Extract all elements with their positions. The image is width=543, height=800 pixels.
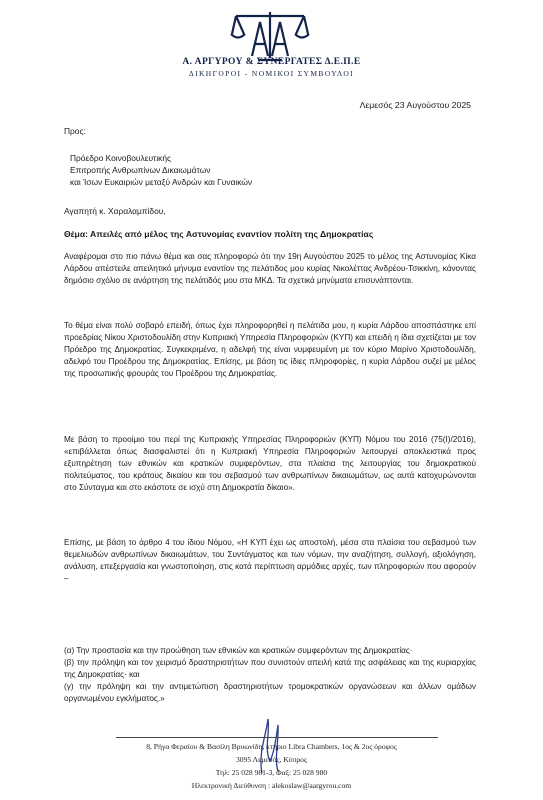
recipient-line: και Ίσων Ευκαιριών μεταξύ Ανδρών και Γυναικών [70,177,253,187]
footer-phone: Τηλ: 25 028 981-3, Φαξ: 25 028 980 [215,768,328,777]
greeting: Αγαπητή κ. Χαραλαμπίδου, [64,206,166,216]
recipient-block [70,152,252,188]
footer-email[interactable]: Ηλεκτρονική Διεύθυνση : alekoslaw@aargyrou.com [191,781,352,790]
subject-line: Θέμα: Απειλές από μέλος της Αστυνομίας εναντίον πολίτη της Δημοκρατίας [64,229,374,239]
list-item: (α) Την προστασία και την προώθηση των εθνικών και κρατικών συμφερόντων της Δημοκρατίας· [64,646,413,655]
list-item: (β) την πρόληψη και τον χειρισμό δραστηριοτήτων που συνιστούν απειλή κατά της ασφάλειας και της κυριαρχίας της Δημοκρατίας· και [64,658,476,680]
recipient-line: Πρόεδρο Κοινοβουλευτικής [70,153,172,163]
list-item: (γ) την πρόληψη και την αντιμετώπιση δραστηριοτήτων τρομοκρατικών οργανώσεων και άλλων ομάδων οργανωμένου εγκλήματος.» [64,682,476,704]
firm-name: Α. ΑΡΓΥΡΟΥ & ΣΥΝΕΡΓΑΤΕΣ Δ.Ε.Π.Ε [182,57,361,67]
footer-city: 3095 Λεμεσός, Κύπρος [236,755,307,764]
letter-date: Λεμεσός 23 Αυγούστου 2025 [359,100,471,110]
footer-address: 8, Ρήγα Φεραίου & Βασίλη Βρυωνίδη, κτήριο Libra Chambers, 1ος & 2ος όροφος [146,742,397,751]
body-paragraph: Αναφέρομαι στο πιο πάνω θέμα και σας πληροφορώ ότι την 19η Αυγούστου 2025 το μέλος της Αστυνομίας Κίκα Λάρδου απέστειλε απειλητικό μήνυμα εναντίον της πελάτιδος μου κυρίας Νικολέττας Ανδρέου-Τσικκίνη, κάνοντας δημόσιο σχόλιο σε ανάρτηση της πελάτιδός μου στα ΜΚΔ. Τα σχετικά μηνύματα επισυνάπτονται. [64,252,476,286]
firm-subtitle: ΔΙΚΗΓΟΡΟΙ - ΝΟΜΙΚΟΙ ΣΥΜΒΟΥΛΟΙ [188,69,355,78]
footer-divider [116,737,438,738]
body-paragraph: Επίσης, με βάση το άρθρο 4 του ίδιου Νόμου, «Η ΚΥΠ έχει ως αποστολή, μέσα στα πλαίσια του σεβασμού των θεμελιωδών ανθρωπίνων δικαιωμάτων, του Συντάγματος και των νόμων, την αναζήτηση, συλλογή, αξιολόγηση, ανάλυση, επεξεργασία και γνωστοποίηση, στις κατά περίπτωση αρμόδιες αρχές, των πληροφοριών που αφορούν – [64,538,476,584]
body-paragraph: Με βάση το προοίμιο του περί της Κυπριακής Υπηρεσίας Πληροφοριών (ΚΥΠ) Νόμου του 2016 (75(Ι)/2016), «επιβάλλεται όπως διασφαλιστεί ότι η Κυπριακή Υπηρεσία Πληροφοριών λειτουργεί αποκλειστικά προς εξυπηρέτηση των εθνικών και κρατικών συμφερόντων, στα πλαίσια της λειτουργίας του δημοκρατικού πολιτεύματος, του κράτους δικαίου και του σεβασμού των ανθρωπίνων δικαιωμάτων, ως αυτά κατοχυρώνονται στο Σύνταγμα και στο εκάστοτε σε ισχύ στη Δημοκρατία δίκαιο». [64,435,476,493]
to-label: Προς: [64,126,86,136]
recipient-line: Επιτροπής Ανθρωπίνων Δικαιωμάτων [70,165,211,175]
body-paragraph: Το θέμα είναι πολύ σοβαρό επειδή, όπως έχει πληροφορηθεί η πελάτιδα μου, η κυρία Λάρδου αποσπάστηκε επί προεδρίας Νίκου Χριστοδουλίδη στην Κυπριακή Υπηρεσία Πληροφοριών (ΚΥΠ) και επειδή η ίδια σχετίζεται με τον Πρόεδρο της Δημοκρατίας. Συγκεκριμένα, η αδελφή της είναι νυμφευμένη με τον κύριο Μαρίνο Χριστοδουλίδη, αδελφό του Προέδρου της Δημοκρατίας. Επίσης, με βάση τις ίδιες πληροφορίες, η κυρία Λάρδου συζεί με μέλος της προσωπικής φρουράς του Προέδρου της Δημοκρατίας. [64,321,476,379]
quoted-list [64,645,476,705]
